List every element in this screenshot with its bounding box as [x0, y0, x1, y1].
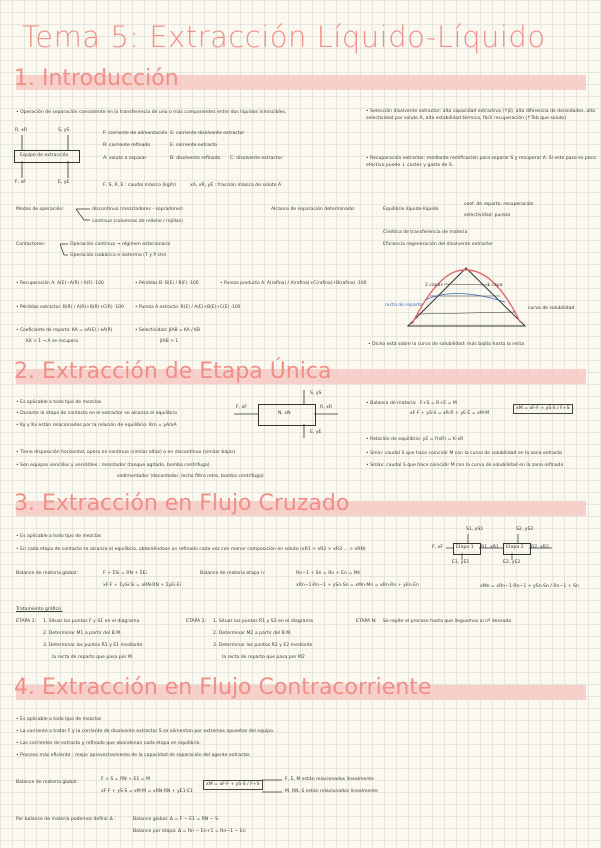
legend-c: C: disolvente extractor [230, 156, 283, 161]
s2-smax: • Smáx: caudal S que hace coincidir M con la curva de solubilidad en la zona refinado [366, 463, 564, 468]
modes-label: Modos de operación: [16, 207, 64, 212]
s3-balance-global-label: Balance de materia global: [16, 571, 78, 576]
formula-selectivity-note: βAB > 1 [160, 339, 179, 344]
s3-e2-step-4: la recta de reparto que pasa por M2 [222, 655, 305, 660]
crossflow-s2: S2, yS2 [516, 527, 534, 532]
section-4-heading: 4. Extracción en Flujo Contracorriente [14, 675, 432, 700]
s2-balance-1: F+S = R+E = M [420, 401, 457, 406]
s3-e1-heading: ETAPA 1: [16, 619, 37, 624]
mode-discontinuous: discontinuo (mezcladores - sepradores) [92, 207, 183, 212]
legend-a: A: soluto a separar [103, 156, 147, 161]
s3-e1-step-2: 2. Determinar M1 a partir del B.M. [43, 631, 122, 636]
section-2-heading: 2. Extracción de Etapa Única [14, 359, 332, 384]
formula-partition-note: KA > 1 → A se recupera [26, 339, 78, 344]
s4-bullet-2: • La corriente a tratar F y la corriente de disolvente extractor S se alimentan por extremos opuestos del equipo. [16, 729, 275, 734]
diagram-label-2-phase: 2 capas [425, 283, 443, 288]
s3-e2-step-1: 1. Situar los puntos R1 y S2 en el diagrama [213, 619, 313, 624]
s3-balance-stage-2: xRn−1·Rn−1 + ySn·Sn = xMn·Mn = xRn·Rn + yEn·En [296, 583, 419, 588]
alcance-coef: coef. de reparto: recuperación [464, 202, 534, 207]
legend-b: B: disolvente refinado [170, 156, 221, 161]
crossflow-stage-2-label: Etapa 2 [506, 545, 524, 550]
stream-f-out: F, xF [15, 180, 26, 185]
s3-balance-stage-label: Balance de materia etapa n: [200, 571, 266, 576]
s1-definition: • Operación de separación consistente en la transferencia de uno o más componentes entre dos líquidos inmiscibles. [16, 110, 287, 115]
s4-delta-global: Balance global: Δ = F − E1 = RN − S [133, 817, 219, 822]
diagram-label-solubility: curva de solubilidad [528, 306, 575, 311]
diagram-label-1-phase: 1 capa [487, 283, 503, 288]
s2-bullet-5: • Son equipos sencillos y versátiles : mezclador (tanque agitado, bomba centrífuga) [16, 463, 210, 468]
formula-losses-b: • Pérdidas B: B(E) / B(F) ·100 [135, 281, 199, 286]
stream-s-in: S, yS [58, 128, 70, 133]
s4-balance-label: Balance de materia global: [16, 780, 78, 785]
s4-balance-2: xF·F + yS·S = xM·M = xRN·RN + yE1·E1 [101, 789, 193, 794]
s4-delta-stage: Balance por etapa: Δ = Rn − En+1 = Rn−1 − En [133, 829, 246, 834]
contact-label: Contactores: [16, 242, 46, 247]
mode-continuous: continuo (columnas de relleno / rejillas) [92, 219, 183, 224]
s4-delta-label: Por balance de materia podemos definir Δ : [16, 817, 116, 822]
s2-bullet-4: • Tiene disposición horizontal, opera en continuo (similar altas) o en discontinuo (similar bajas) [16, 450, 236, 455]
s4-xm: xM = xF·F + yS·S / F+S [203, 780, 263, 790]
diagram-note: • Dicho está sobre la curva de solubilidad: más bajito hasta la recta [368, 342, 525, 347]
formula-selectivity: • Selectividad: βAB = KA / KB [135, 328, 200, 333]
s2-balance-xm: xM = xF·F + yS·S / F+S [513, 404, 573, 414]
s3-e1-step-4: la recta de reparto que pasa por M [52, 655, 132, 660]
s3-e2-step-2: 2. Determinar M2 a partir del B.M. [213, 631, 292, 636]
single-stage-s: S, yS [310, 391, 322, 396]
s3-balance-stage-1: Rn−1 + Sn = Rn + En = Mn [296, 571, 361, 576]
s3-xmn: xMn = xRn−1·Rn−1 + ySn·Sn / Rn−1 + Sn [480, 584, 579, 589]
s3-balance-global-2: xF·F + ΣySi·Si = xRN·RN + ΣyEi·Ei [103, 583, 182, 588]
s4-linear-2: M, RN, S están relacionados linealmente [285, 789, 378, 794]
alcance-efficiency: Eficiencia regeneración del disolvente extractor [383, 242, 493, 247]
s3-en-step: Se repite el proceso hasta que lleguemos al nº deseado [383, 619, 512, 624]
section-1-heading: 1. Introducción [14, 66, 179, 91]
formula-purity-a: • Pureza producto A: A(rafina) / A(rafina)+C(rafina)+B(rafina) ·100 [220, 281, 367, 286]
contact-continuous: Operación continua → régimen estacionario [70, 242, 171, 247]
diagram-label-tie: recta de reparto [385, 303, 423, 308]
s4-bullet-3: • Las corrientes de extracto y refinado que abandonan cada etapa en equilibrio. [16, 741, 201, 746]
alcance-kinetics: Cinética de transferencia de materia [383, 230, 468, 235]
legend-s: S: corriente disolvente extractor [170, 131, 245, 136]
formula-purity-extract: • Pureza A extracto: R(E) / A(E)+B(E)+C(E) ·100 [135, 305, 241, 310]
alcance-equilibrium: Equilibrio líquido-líquido [383, 207, 439, 212]
legend-r: R: corriente refinado [103, 143, 151, 148]
legend-f: F: corriente de alimentación [103, 131, 168, 136]
s3-balance-global-1: F + ΣSi = RN + ΣEi [103, 571, 147, 576]
legend-flows: F, S, R, E : caudal másico (kg/h) [103, 183, 176, 188]
s2-balance-2: xF·F + yS·S = xR·R + yE·E = xM·M [410, 411, 490, 416]
s3-bullet-2: • En cada etapa de contacto se alcanza el equilibrio, obteniéndose un refinado cada vez con menor composición en soluto (xR1 > xR2 > xR3 ... > xRN) [16, 547, 366, 552]
single-stage-r: R, xR [320, 405, 333, 410]
single-stage-f: F, xF [236, 405, 247, 410]
stream-r-in: R, xR [15, 128, 28, 133]
crossflow-r1: R1, xR1 [481, 545, 499, 550]
single-stage-label: N, xN [278, 411, 291, 416]
s2-bullet-2: • Durante la etapa de contacto en el extractor se alcanza el equilibrio [16, 411, 178, 416]
formula-recovery: • Recuperación A: A(E)−A(R) / A(F) ·100 [16, 281, 104, 286]
alcance-selectivity: selectividad: pureza [464, 213, 511, 218]
right-selection: • Selección disolvente extractor: alta capacidad extractiva (↑β), alta diferencia de densidades, alta selectividad por soluto A, alta estabilidad térmica, fácil recuperación (↑Teb que soluto) [366, 109, 596, 121]
s3-bullet-1: • Es aplicable a todo tipo de mezclas [16, 534, 102, 539]
s2-bullet-1: • Es aplicable a todo tipo de mezclas [16, 400, 102, 405]
s2-balance-label: • Balance de materia: [366, 401, 417, 406]
legend-e: E: corriente extracto [170, 143, 218, 148]
formula-partition: • Coeficiente de reparto: KA = xA(E) / xA(R) [16, 328, 113, 333]
s2-smin: • Smin: caudal S que hace coincidir M con la curva de solubilidad en la zona extracto [366, 451, 563, 456]
s3-e2-step-3: 3. Determinar los puntos R2 y E2 mediante [213, 643, 313, 648]
s3-e1-step-1: 1. Situar los puntos F y S1 en el diagrama [43, 619, 140, 624]
s3-e2-heading: ETAPA 2: [186, 619, 207, 624]
section-3-heading: 3. Extracción en Flujo Cruzado [14, 491, 350, 516]
s4-bullet-1: • Es aplicable a todo tipo de mezclas [16, 717, 102, 722]
s2-equilibrium: • Relación de equilibrio: yE = f(xR) = K·xR [366, 437, 464, 442]
crossflow-r2: R2, xR2 [531, 545, 549, 550]
formula-losses-extractor: • Pérdidas extractor: B(R) / A(R)+B(R)+C(R) ·100 [16, 305, 124, 310]
s4-linear-1: F, E, M están relacionados linealmente [285, 777, 374, 782]
s3-e1-step-3: 3. Determinar los puntos R1 y E1 mediante [43, 643, 143, 648]
equipment-label: Equipo de extracción [20, 153, 69, 158]
crossflow-stage-1-label: Etapa 1 [456, 545, 474, 550]
contact-isothermal: Operación isobárica e isoterma (T y P cte) [70, 253, 167, 258]
s4-balance-1: F + S = RN + E1 = M [101, 777, 151, 782]
s2-bullet-3: • Ky y Kx están relacionados por la relación de equilibrio: Km = yA/xA [16, 423, 177, 428]
right-recovery: • Recuperación extractor: mediante rectificación para separar S y recuperar A. Si este paso es poco efectivo puede ↓ costes y gasto de S. [366, 156, 596, 168]
crossflow-s1: S1, yS1 [466, 527, 484, 532]
s2-bullet-5b: sedimentador (decantador, lecho filtro retro, bomba centrífuga) [117, 474, 264, 479]
crossflow-e1: E1, yE1 [452, 560, 470, 565]
legend-fractions: xA, xR, yE : fracción másica de soluto A [190, 183, 282, 188]
page-title: Tema 5: Extracción Líquido-Líquido [22, 20, 546, 54]
single-stage-e: E, yE [310, 430, 322, 435]
crossflow-e2: E2, yE2 [503, 560, 521, 565]
crossflow-f: F, xF [432, 545, 443, 550]
s4-bullet-4: • Proceso más eficiente : mejor aprovechamiento de la capacidad de separación del agente extractor. [16, 753, 252, 758]
alcance-label: Alcance de separación determinado: [271, 207, 356, 212]
s3-graphic-label: Tratamiento gráfico: [16, 607, 63, 612]
stream-e-out: E, yE [58, 180, 70, 185]
s3-en-heading: ETAPA N: [356, 619, 377, 624]
